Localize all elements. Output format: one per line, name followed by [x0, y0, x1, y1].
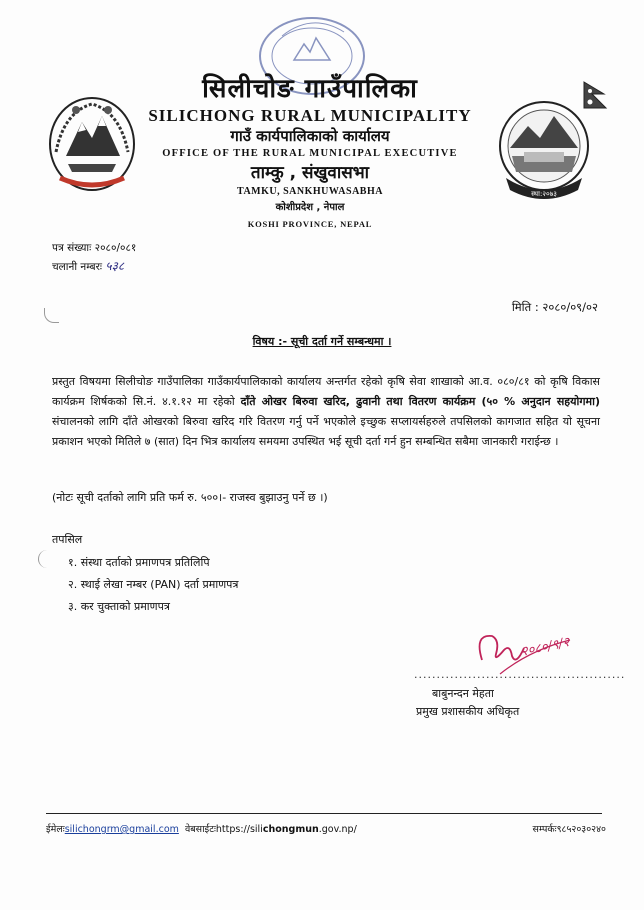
municipality-name-nepali: सिलीचोङ गाउँपालिका — [202, 74, 418, 104]
letterhead — [140, 74, 480, 232]
margin-mark — [38, 550, 51, 568]
dispatch-value: ५३८ — [105, 259, 125, 273]
dispatch-label: चलानी नम्बरः — [52, 261, 103, 273]
attachment-item: १. संस्था दर्ताको प्रमाणपत्र प्रतिलिपि — [68, 556, 210, 569]
reference-number — [52, 240, 136, 256]
website-label: वेबसाईटः — [184, 824, 216, 835]
footer — [46, 822, 606, 835]
website-domain: chongmun — [262, 824, 319, 835]
attachment-item: ३. कर चुक्ताको प्रमाणपत्र — [68, 600, 170, 613]
email-link[interactable]: silichongrm@gmail.com — [64, 824, 179, 835]
letter-date — [512, 300, 598, 315]
attachments-list — [68, 552, 238, 618]
margin-mark — [44, 308, 59, 323]
location-english: TAMKU, SANKHUWASABHA — [237, 186, 383, 197]
logo-caption: स्था:२०७३ — [531, 190, 557, 198]
date-value: २०८०/०९/०२ — [542, 300, 598, 314]
footer-divider — [46, 813, 602, 814]
reference-label: पत्र संख्याः — [52, 242, 92, 254]
body-part-2: संचालनको लागि दाँते ओखरको बिरुवा खरिद गरि वितरण गर्नु पर्ने भएकोले इच्छुक सप्लायर्सहरुले तपसिलको कागजात सहित यो सूचना प्रकाशन भएको मितिले ७ (सात) दिन भित्र कार्यालय समयमा उपस्थित भई सूची दर्ता गर्न हुन सम्बन्धित सबैमा जानकारी गराईन्छ । — [52, 415, 600, 448]
website-suffix: .gov.np/ — [318, 824, 357, 835]
footer-contact-left — [46, 822, 357, 835]
office-name-english: OFFICE OF THE RURAL MUNICIPAL EXECUTIVE — [162, 148, 458, 159]
nepal-emblem-icon — [46, 92, 138, 196]
body-part-1: प्रस्तुत विषयमा सिलीचोङ गाउँपालिका गाउँकार्यपालिकाको कार्यालय अन्तर्गत रहेको कृषि सेवा शाखाको आ.व. ०८०/८१ को कृषि विकास कार्यक्रम शिर्षकको सि.नं. ४.१.१२ मा रहेको — [52, 375, 600, 408]
email-label: ईमेलः — [46, 824, 65, 835]
signature-date: २०८०/९/२ — [519, 634, 572, 660]
municipality-name-english: SILICHONG RURAL MUNICIPALITY — [148, 106, 472, 125]
phone-label: सम्पर्कः — [532, 824, 557, 835]
subject-text: विषय :- सूची दर्ता गर्ने सम्बन्धमा । — [252, 335, 392, 348]
phone-value: ९८५२०३०२४० — [556, 824, 606, 835]
website-prefix: https://sili — [215, 824, 263, 835]
attachments-title: तपसिल — [52, 533, 83, 546]
municipality-logo-icon — [494, 98, 594, 200]
dispatch-number — [52, 258, 124, 275]
fee-note: (नोटः सूची दर्ताको लागि प्रति फर्म रु. ५००।- राजस्व बुझाउनु पर्ने छ ।) — [52, 491, 328, 504]
signatory-name: बाबुनन्दन मेहता — [432, 687, 494, 700]
website-link[interactable] — [216, 824, 357, 835]
province-nepali: कोशीप्रदेश , नेपाल — [275, 202, 345, 213]
letter-body — [52, 372, 600, 452]
office-name-nepali: गाउँ कार्यपालिकाको कार्यालय — [230, 127, 390, 145]
letter-subject — [0, 334, 644, 349]
location-nepali: ताम्कु , संखुवासभा — [250, 163, 370, 183]
province-english: KOSHI PROVINCE, NEPAL — [247, 219, 373, 229]
footer-phone — [533, 822, 606, 835]
attachment-item: २. स्थाई लेखा नम्बर (PAN) दर्ता प्रमाणपत्र — [68, 578, 239, 591]
date-label: मिति : — [511, 300, 539, 314]
nepal-flag-icon — [582, 80, 610, 110]
signatory-title: प्रमुख प्रशासकीय अधिकृत — [416, 705, 520, 718]
signature-line: ............................................... — [414, 668, 626, 681]
reference-value: २०८०/०८१ — [94, 242, 137, 254]
body-bold-program: दाँते ओखर बिरुवा खरिद, ढुवानी तथा वितरण कार्यक्रम (५० % अनुदान सहयोगमा) — [240, 395, 601, 408]
